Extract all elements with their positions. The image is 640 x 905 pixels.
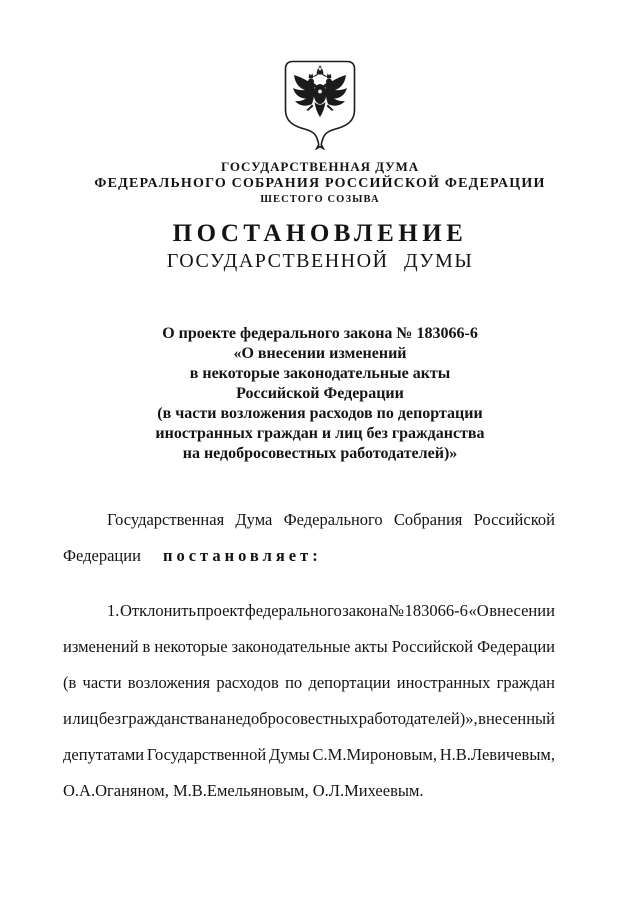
org-header xyxy=(0,160,640,206)
word: Российской xyxy=(473,510,555,529)
word: возложения xyxy=(127,673,211,692)
word: недобросовестных xyxy=(226,709,359,728)
word: без xyxy=(98,709,122,728)
org-name-line2: ФЕДЕРАЛЬНОГО СОБРАНИЯ РОССИЙСКОЙ ФЕДЕРАЦИИ xyxy=(94,175,546,191)
doc-type-subheading: ГОСУДАРСТВЕННОЙ ДУМЫ xyxy=(166,250,474,272)
word: работодателей)», xyxy=(358,709,478,728)
text-line: О.А.Оганяном, М.В.Емельяновым, О.Л.Михеевым. xyxy=(63,781,424,800)
text-line xyxy=(63,502,555,538)
word: 1. xyxy=(107,601,120,620)
org-name-line1: ГОСУДАРСТВЕННАЯ ДУМА xyxy=(220,159,420,174)
text-line xyxy=(63,593,555,629)
word: лиц xyxy=(72,709,99,728)
word: Российской xyxy=(391,637,474,656)
word: иностранных xyxy=(396,673,491,692)
title-line: на недобросовестных работодателей)» xyxy=(182,445,458,462)
word: С.М.Мироновым, xyxy=(312,745,437,764)
word: Думы xyxy=(268,745,310,764)
title-line: (в части возложения расходов по депортации xyxy=(157,405,483,422)
word: по xyxy=(285,673,303,692)
title-line: Российской Федерации xyxy=(236,385,404,402)
title-line: иностранных граждан и лиц без гражданства xyxy=(155,425,485,442)
preamble-paragraph xyxy=(63,502,555,574)
word: некоторые xyxy=(154,637,228,656)
word: Федерального xyxy=(283,510,383,529)
resolution-item-1 xyxy=(63,593,555,809)
word: в xyxy=(142,637,151,656)
text-line xyxy=(63,737,555,773)
preamble-subject: Федерации xyxy=(63,546,141,565)
double-headed-eagle-shield-icon xyxy=(281,58,359,150)
word: депутатами xyxy=(63,745,145,764)
word: законодательные xyxy=(231,637,351,656)
word: на xyxy=(209,709,227,728)
word: (в xyxy=(63,673,77,692)
word: части xyxy=(82,673,122,692)
word: Отклонить xyxy=(119,601,196,620)
word: федерального xyxy=(245,601,342,620)
word: № xyxy=(388,601,405,620)
doc-body xyxy=(63,502,555,809)
word: расходов xyxy=(216,673,279,692)
text-line xyxy=(63,665,555,701)
word: депортации xyxy=(308,673,391,692)
word: Федерации xyxy=(477,637,555,656)
title-line: в некоторые законодательные акты xyxy=(189,365,451,382)
word: Дума xyxy=(235,510,273,529)
doc-subject-title xyxy=(90,324,550,464)
org-name-line3: ШЕСТОГО СОЗЫВА xyxy=(260,194,380,205)
text-line xyxy=(63,629,555,665)
word: гражданства xyxy=(121,709,210,728)
word: «О xyxy=(468,601,489,620)
word: внесении xyxy=(489,601,555,620)
word: акты xyxy=(354,637,388,656)
doc-type-heading: ПОСТАНОВЛЕНИЕ xyxy=(172,220,468,247)
text-line xyxy=(63,538,555,574)
word: и xyxy=(63,709,72,728)
word: внесенный xyxy=(478,709,555,728)
title-line: «О внесении изменений xyxy=(233,345,407,362)
text-line xyxy=(63,701,555,737)
word: Государственной xyxy=(146,745,267,764)
resolves-keyword: постановляет: xyxy=(162,546,322,565)
word: проект xyxy=(196,601,245,620)
title-line: О проекте федерального закона № 183066-6 xyxy=(162,325,478,342)
word: Государственная xyxy=(107,510,225,529)
word: 183066-6 xyxy=(404,601,468,620)
word: Собрания xyxy=(393,510,463,529)
word: закона xyxy=(342,601,388,620)
word: изменений xyxy=(63,637,139,656)
word: граждан xyxy=(496,673,555,692)
word: Н.В.Левичевым, xyxy=(439,745,555,764)
